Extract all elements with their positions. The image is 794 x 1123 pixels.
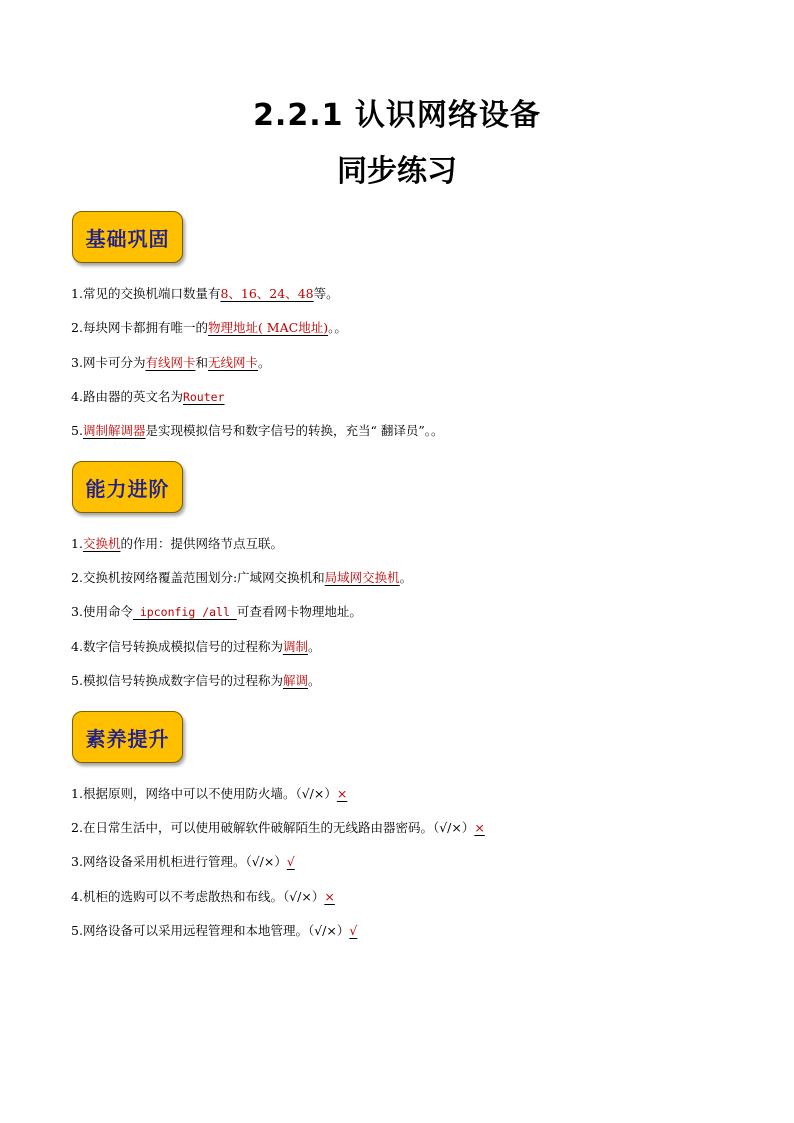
answer-text: 局域网交换机 (324, 570, 400, 585)
answer-text: 交换机 (82, 536, 121, 551)
section-badge-literacy: 素养提升 (72, 711, 183, 763)
answer-text: 调制 (282, 639, 308, 654)
question-item: 4.路由器的英文名为Router (71, 389, 225, 404)
question-item: 3.网卡可分为有线网卡和无线网卡。 (71, 355, 271, 370)
question-item: 3.网络设备采用机柜进行管理。（√/×）√ (71, 854, 295, 869)
question-item: 4.数字信号转换成模拟信号的过程称为调制。 (71, 639, 321, 654)
answer-text: × (324, 889, 335, 904)
section-badge-advanced: 能力进阶 (72, 461, 183, 513)
answer-text: × (336, 786, 348, 801)
answer-text: √ (349, 923, 358, 938)
question-item: 1.常见的交换机端口数量有8、16、24、48等。 (71, 286, 339, 301)
answer-text: ipconfig /all (132, 605, 237, 619)
answer-text: √ (286, 854, 295, 869)
question-item: 2.在日常生活中，可以使用破解软件破解陌生的无线路由器密码。（√/×）× (71, 820, 485, 835)
question-item: 1.根据原则，网络中可以不使用防火墙。（√/×）× (71, 786, 348, 801)
question-item: 5.网络设备可以采用远程管理和本地管理。（√/×）√ (71, 923, 358, 938)
page-subtitle: 同步练习 (337, 154, 457, 189)
answer-text: × (474, 820, 485, 835)
question-item: 1.交换机的作用：提供网络节点互联。 (71, 536, 283, 551)
question-item: 5.调制解调器是实现模拟信号和数字信号的转换，充当“ 翻译员”。。 (71, 423, 444, 438)
question-item: 4.机柜的选购可以不考虑散热和布线。（√/×）× (71, 889, 335, 904)
answer-text: 无线网卡 (207, 355, 258, 370)
answer-text: 有线网卡 (145, 355, 196, 370)
answer-text: 解调 (282, 673, 308, 688)
answer-text: Router (182, 390, 225, 404)
question-item: 2.每块网卡都拥有唯一的物理地址( MAC地址)。。 (71, 320, 347, 335)
question-item: 5.模拟信号转换成数字信号的过程称为解调。 (71, 673, 321, 688)
page-title: 2.2.1 认识网络设备 (253, 98, 541, 133)
question-item: 3.使用命令 ipconfig /all 可查看网卡物理地址。 (71, 604, 362, 619)
answer-text: 调制解调器 (82, 423, 146, 438)
question-item: 2.交换机按网络覆盖范围划分:广域网交换机和局域网交换机。 (71, 570, 413, 585)
answer-text: 8、16、24、48 (220, 286, 314, 301)
section-badge-basic: 基础巩固 (72, 211, 183, 263)
answer-text: 物理地址( MAC地址) (207, 320, 329, 335)
